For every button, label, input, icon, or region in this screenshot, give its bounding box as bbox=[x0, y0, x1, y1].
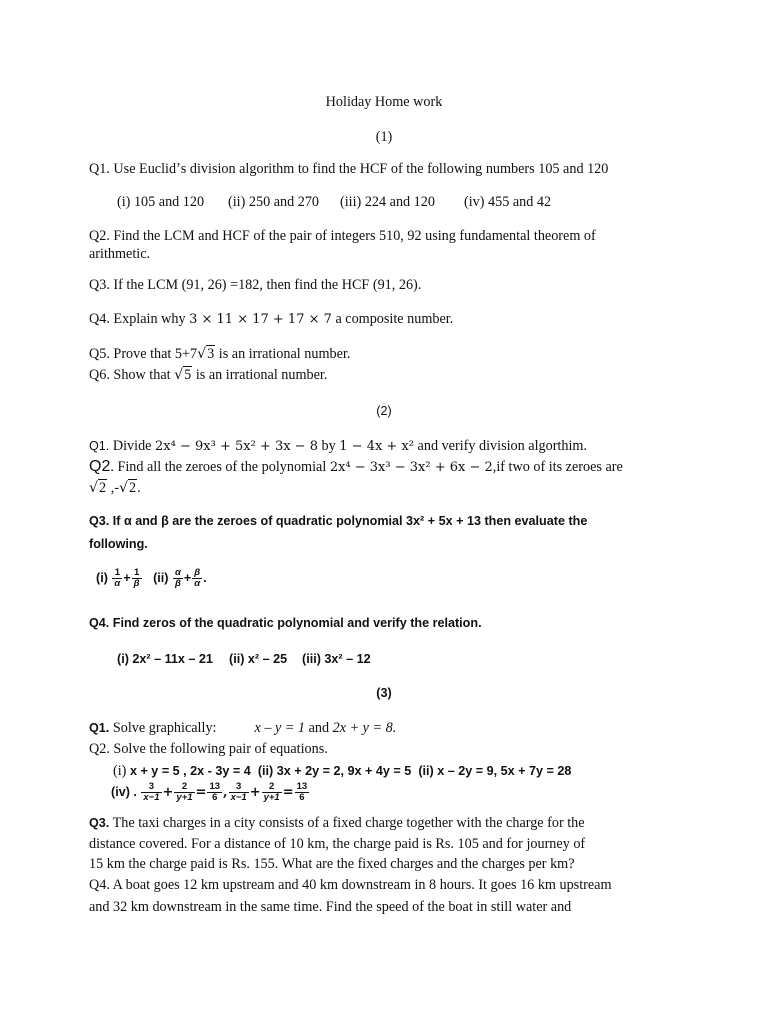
fraction: $\frac{2}{y+1}$ bbox=[176, 781, 193, 803]
s2-q2-label: Q2 bbox=[89, 458, 111, 475]
s3-q2-part-1: x + y = 5 , 2x - 3y = 4 bbox=[129, 764, 251, 778]
s1-q1-part-1: (i) 105 and 120 bbox=[117, 194, 205, 210]
s2-q1-by: by bbox=[317, 438, 340, 454]
s1-q6-suffix: is an irrational number. bbox=[192, 367, 328, 383]
sqrt-icon: √ bbox=[174, 367, 184, 383]
s2-q4-part-2: (ii) x² – 25 bbox=[229, 652, 288, 666]
s1-q1-part-4: (iv) 455 and 42 bbox=[464, 194, 552, 210]
s3-q1-and: and bbox=[305, 720, 333, 736]
s2-q3-part-2-label: (ii) bbox=[153, 570, 169, 585]
sqrt-icon: √ bbox=[197, 346, 207, 362]
s2-q2-root-1: 2 bbox=[99, 480, 107, 496]
s2-q3-line-1: Q3. If α and β are the zeroes of quadratic polynomial 3x² + 5x + 13 then evaluate the bbox=[89, 514, 588, 528]
s1-q4-prefix: Q4. Explain why bbox=[89, 311, 190, 327]
s2-q2-roots bbox=[89, 480, 141, 496]
sqrt-icon: √ bbox=[89, 480, 99, 496]
s2-q2-text: . Find all the zeroes of the polynomial bbox=[110, 459, 330, 475]
section-1-heading: (1) bbox=[375, 129, 393, 145]
s3-q2-part-3: x – 2y = 9, 5x + 7y = 28 bbox=[437, 764, 572, 778]
s1-q2-line-2: arithmetic. bbox=[89, 246, 151, 262]
s3-q3-text: The taxi charges in a city consists of a fixed charge together with the charge for the bbox=[109, 815, 585, 831]
s3-q2-part-3-label: (ii) bbox=[418, 764, 434, 778]
s3-q1 bbox=[89, 720, 396, 736]
s3-q3-line-3: 15 km the charge paid is Rs. 155. What are the fixed charges and the charges per km? bbox=[89, 856, 575, 872]
s1-q6-radicand: 5 bbox=[184, 367, 192, 383]
s2-q4-part-1: (i) 2x² – 11x – 21 bbox=[117, 652, 213, 666]
s2-q2-mid: ,- bbox=[107, 480, 119, 496]
fraction: $\frac{13}{6}$ bbox=[209, 781, 221, 803]
s3-q1-label: Q1. bbox=[89, 721, 110, 735]
s2-q2-end: . bbox=[137, 480, 141, 496]
s1-q2-line-1: Q2. Find the LCM and HCF of the pair of integers 510, 92 using fundamental theorem of bbox=[89, 228, 596, 244]
s1-q6-prefix: Q6. Show that bbox=[89, 367, 175, 383]
s2-q2-tail: ,if two of its zeroes are bbox=[492, 459, 623, 475]
s1-q4-expression: 3 × 11 × 17 + 17 × 7 bbox=[189, 312, 332, 327]
fraction: $\frac{2}{y+1}$ bbox=[263, 781, 280, 803]
s1-q5-radicand: 3 bbox=[207, 346, 215, 362]
s2-q2-root-2: 2 bbox=[129, 480, 137, 496]
page-title: Holiday Home work bbox=[325, 94, 443, 110]
fraction: $\frac{\alpha}{\beta}$ bbox=[174, 567, 181, 589]
s3-q1-equation-1: x – y = 1 bbox=[254, 720, 306, 736]
s1-q6 bbox=[89, 367, 327, 383]
s3-q3-line-2: distance covered. For a distance of 10 km, the charge paid is Rs. 105 and for journey of bbox=[89, 836, 586, 852]
s1-q3: Q3. If the LCM (91, 26) =182, then find the HCF (91, 26). bbox=[89, 277, 422, 293]
s2-q1-label: Q1. bbox=[89, 439, 110, 453]
s3-q2-parts bbox=[113, 763, 571, 779]
s2-q2 bbox=[89, 458, 623, 476]
s2-q1-tail: and verify division algorthim. bbox=[414, 438, 587, 454]
s2-q1-text: Divide bbox=[109, 438, 156, 454]
s2-q4: Q4. Find zeros of the quadratic polynomial and verify the relation. bbox=[89, 616, 482, 630]
s1-q5-prefix: Q5. Prove that 5+7 bbox=[89, 346, 198, 362]
s3-q2-part-4: (iv) . $\frac{3}{x-1}$ + $\frac{2}{y+1}$ = $\frac{13}{6}$ , $\frac{3}{x-1}$ + $\frac{2}{y+1}$ = $\frac{13}{6}$ bbox=[111, 781, 308, 803]
s3-q2: Q2. Solve the following pair of equations. bbox=[89, 741, 328, 757]
s1-q4 bbox=[89, 311, 453, 328]
s1-q1: Q1. Use Euclidʼs division algorithm to find the HCF of the following numbers 105 and 120 bbox=[89, 161, 609, 177]
s2-q3-line-2: following. bbox=[89, 537, 148, 551]
sqrt-icon: √ bbox=[118, 480, 129, 496]
s3-q2-part-2-label: (ii) bbox=[257, 764, 274, 778]
s2-q4-part-3: (iii) 3x² – 12 bbox=[302, 652, 371, 666]
s2-q3-part-1-label: (i) bbox=[96, 570, 108, 585]
s1-q1-part-3: (iii) 224 and 120 bbox=[340, 194, 435, 210]
s2-q3-parts: (i) $\frac{1}{\alpha}$ + $\frac{1}{\beta}$ (ii) $\frac{\alpha}{\beta}$ + $\frac{\beta}{\alpha}$ . bbox=[96, 567, 207, 589]
s3-q1-text: Solve graphically: bbox=[109, 720, 217, 736]
section-3-heading: (3) bbox=[376, 686, 392, 700]
s3-q4-line-1: Q4. A boat goes 12 km upstream and 40 km downstream in 8 hours. It goes 16 km upstream bbox=[89, 877, 612, 893]
s1-q4-suffix: a composite number. bbox=[331, 311, 454, 327]
s2-q2-polynomial: 2x⁴ − 3x³ − 3x² + 6x − 2 bbox=[329, 460, 493, 475]
s3-q2-part-2: 3x + 2y = 2, 9x + 4y = 5 bbox=[276, 764, 412, 778]
s2-q1-polynomial: 2x⁴ − 9x³ + 5x² + 3x − 8 bbox=[155, 439, 318, 454]
s3-q4-line-2: and 32 km downstream in the same time. Find the speed of the boat in still water and bbox=[89, 899, 572, 915]
s1-q5-suffix: is an irrational number. bbox=[215, 346, 351, 362]
s3-q3-label: Q3. bbox=[89, 816, 110, 830]
s2-q1-divisor: 1 − 4x + x² bbox=[339, 439, 414, 454]
s3-q2-part-1-label: (i) bbox=[113, 763, 127, 779]
s1-q5 bbox=[89, 346, 350, 362]
s2-q1 bbox=[89, 438, 587, 455]
fraction: $\frac{3}{x-1}$ bbox=[143, 781, 160, 803]
fraction: $\frac{1}{\beta}$ bbox=[133, 567, 140, 589]
s3-q2-part-4-label: (iv) . bbox=[111, 784, 137, 799]
fraction: $\frac{\beta}{\alpha}$ bbox=[194, 567, 201, 589]
s3-q1-equation-2: 2x + y = 8. bbox=[332, 720, 397, 736]
fraction: $\frac{13}{6}$ bbox=[296, 781, 308, 803]
section-2-heading: (2) bbox=[376, 404, 392, 418]
fraction: $\frac{1}{\alpha}$ bbox=[114, 567, 121, 589]
s1-q1-part-2: (ii) 250 and 270 bbox=[228, 194, 320, 210]
fraction: $\frac{3}{x-1}$ bbox=[230, 781, 247, 803]
s3-q3-line-1 bbox=[89, 815, 585, 831]
